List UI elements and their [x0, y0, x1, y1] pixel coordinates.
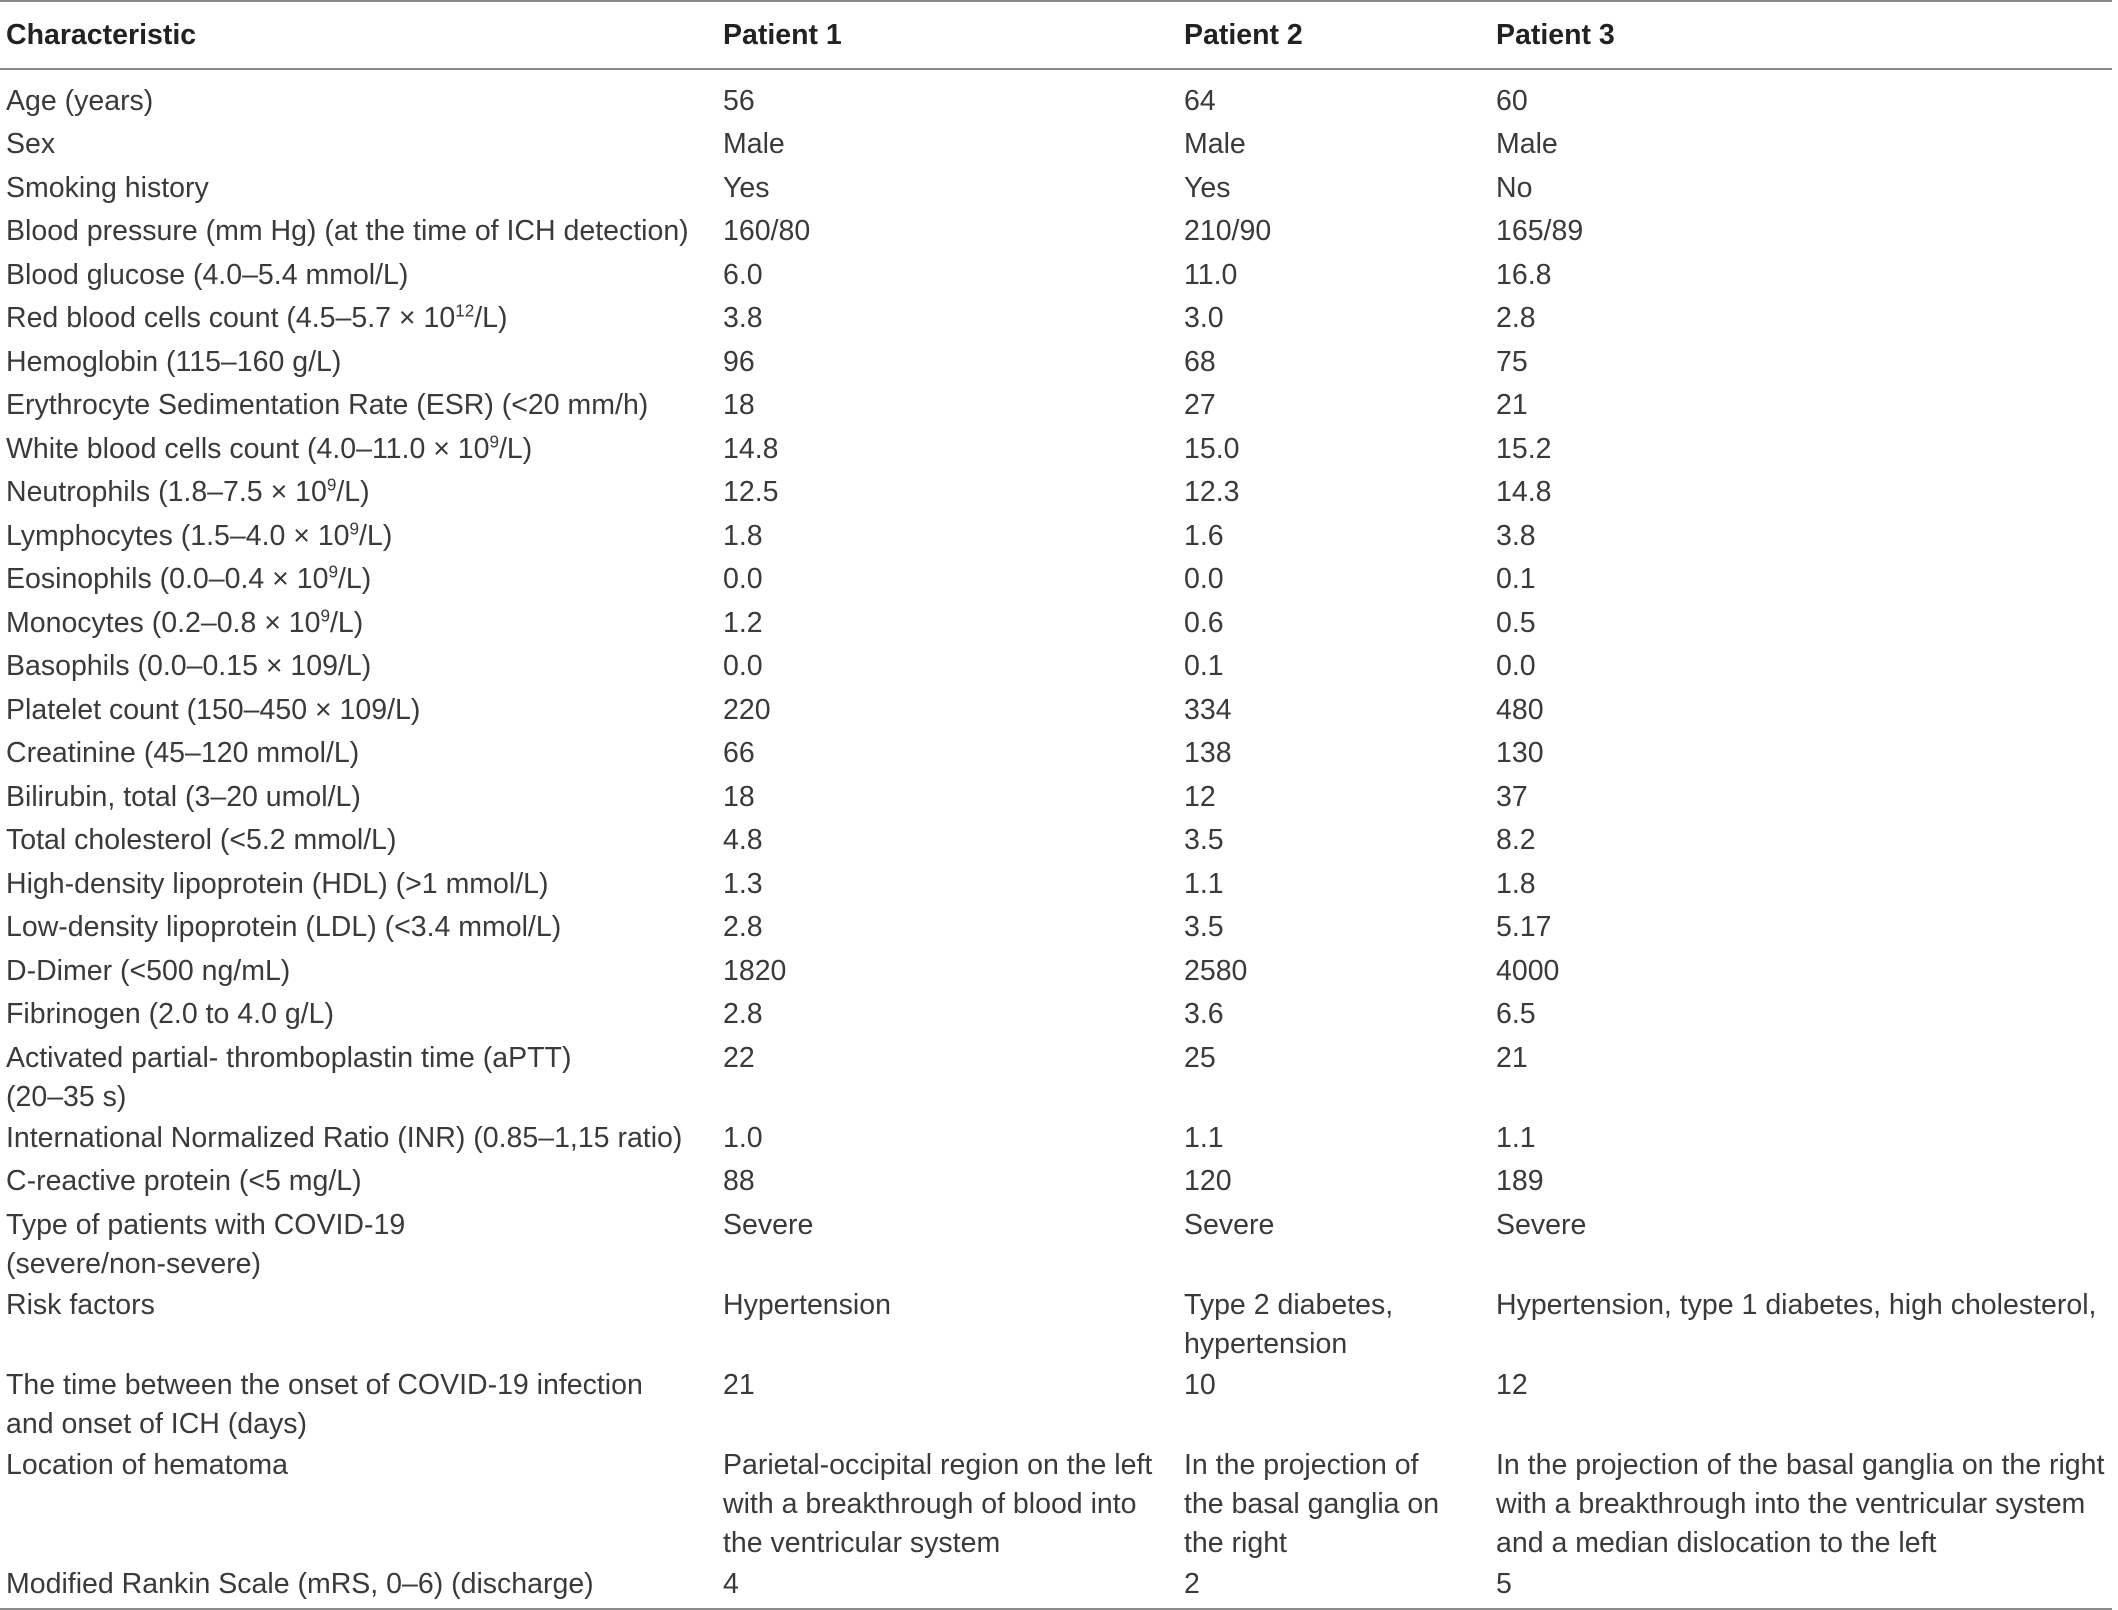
- patient-1-value: 160/80: [723, 215, 811, 247]
- value-line: Type 2 diabetes,: [1184, 1288, 1394, 1321]
- characteristic-cell: Risk factors: [6, 1288, 155, 1321]
- characteristic-text: Neutrophils (1.8–7.5 × 10: [6, 476, 327, 508]
- patient-3-value: 60: [1496, 85, 1528, 117]
- table-row: [0, 167, 2112, 211]
- patient-1-value: 88: [723, 1165, 755, 1197]
- table-body: [0, 69, 2112, 1609]
- table-row: [0, 1284, 2112, 1364]
- patient-1-value: 18: [723, 389, 755, 421]
- patient-2-value: 1.1: [1184, 1121, 1224, 1154]
- patient-2-value: 2580: [1184, 954, 1248, 987]
- patient-1-value: 4: [717, 1563, 1178, 1609]
- characteristic-cell: [0, 515, 717, 559]
- patient-3-value: 130: [1496, 737, 1544, 769]
- characteristic-cell: D-Dimer (<500 ng/mL): [6, 954, 291, 987]
- patient-1-value: 1.0: [723, 1121, 763, 1154]
- value-line: the ventricular system: [723, 1526, 1001, 1559]
- patient-1-value: 2.8: [723, 998, 763, 1030]
- patient-3-value: Severe: [1496, 1208, 1587, 1241]
- header-row: [0, 1, 2112, 69]
- patient-1-value: 6.0: [723, 258, 763, 291]
- patient-3-value: 75: [1496, 345, 1528, 378]
- table-row: [0, 384, 2112, 428]
- patient-2-value: Male: [1184, 128, 1246, 160]
- characteristic-cell: Location of hematoma: [6, 1448, 289, 1481]
- characteristic-cell: [0, 428, 717, 472]
- patient-1-value: 1820: [723, 954, 787, 987]
- characteristic-cell: Platelet count (150–450 × 109/L): [6, 693, 421, 726]
- patient-2-value: 1.6: [1184, 519, 1224, 552]
- patient-2-value: 64: [1184, 85, 1216, 117]
- table-row: [0, 210, 2112, 254]
- characteristic-cell: C-reactive protein (<5 mg/L): [6, 1165, 362, 1197]
- patient-3-value: 0.1: [1496, 563, 1536, 595]
- patient-1-value: 56: [723, 85, 755, 117]
- characteristic-cell: Total cholesterol (<5.2 mmol/L): [6, 824, 397, 856]
- patient-2-value: 0.0: [1184, 563, 1224, 595]
- characteristic-cell: [0, 297, 717, 341]
- characteristic-line: Activated partial- thromboplastin time (aPTT): [6, 1041, 572, 1074]
- patient-2-value: Severe: [1184, 1208, 1275, 1241]
- patient-3-value: [1490, 1444, 2112, 1563]
- patient-1-value: 4.8: [723, 824, 763, 856]
- value-line: the basal ganglia on: [1184, 1487, 1440, 1520]
- patient-3-value: 15.2: [1496, 432, 1552, 465]
- characteristic-cell: Modified Rankin Scale (mRS, 0–6) (discharge): [0, 1563, 717, 1609]
- value-line: the right: [1184, 1526, 1287, 1559]
- table-row: [0, 1037, 2112, 1117]
- patient-3-value: No: [1496, 171, 1533, 204]
- patient-3-value: Hypertension, type 1 diabetes, high cholesterol,: [1496, 1288, 2097, 1321]
- table-row: [0, 950, 2112, 994]
- table-row: [0, 428, 2112, 472]
- patient-2-value: 3.5: [1184, 911, 1224, 943]
- characteristic-unit: /L): [336, 476, 370, 508]
- patient-2-value: 12: [1184, 780, 1216, 813]
- table-row: [0, 1204, 2112, 1284]
- table-row: [0, 602, 2112, 646]
- characteristic-text: Red blood cells count (4.5–5.7 × 10: [6, 302, 456, 334]
- table-row: [0, 689, 2112, 733]
- patient-1-value: 22: [723, 1041, 755, 1074]
- characteristic-cell: Low-density lipoprotein (LDL) (<3.4 mmol/L): [6, 911, 562, 943]
- table-row: [0, 558, 2112, 602]
- value-line: and a median dislocation to the left: [1496, 1526, 1937, 1559]
- characteristic-cell: Basophils (0.0–0.15 × 109/L): [6, 650, 372, 682]
- patient-2-value: 2: [1178, 1563, 1490, 1609]
- value-line: with a breakthrough of blood into: [723, 1487, 1137, 1520]
- patient-3-value: 4000: [1496, 954, 1560, 987]
- patient-2-value: [1178, 1284, 1490, 1364]
- patient-2-value: 11.0: [1184, 258, 1238, 291]
- patient-1-value: 14.8: [723, 432, 779, 465]
- patient-1-value: Severe: [723, 1208, 814, 1241]
- characteristic-text: White blood cells count (4.0–11.0 × 10: [6, 432, 490, 465]
- patient-1-value: Yes: [723, 171, 770, 204]
- patient-3-value: 6.5: [1496, 998, 1536, 1030]
- patient-2-value: Yes: [1184, 171, 1231, 204]
- patient-1-value: 1.8: [723, 519, 763, 552]
- patient-3-value: 14.8: [1496, 476, 1552, 508]
- patient-3-value: 0.0: [1496, 650, 1536, 682]
- patient-3-value: 37: [1496, 780, 1528, 813]
- table-row: [0, 1563, 2112, 1609]
- value-line: hypertension: [1184, 1327, 1348, 1360]
- value-line: with a breakthrough into the ventricular system: [1496, 1487, 2086, 1520]
- characteristic-unit: /L): [359, 519, 393, 552]
- patient-1-value: Hypertension: [723, 1288, 891, 1321]
- exponent: 12: [455, 301, 475, 321]
- patient-2-value: 12.3: [1184, 476, 1240, 508]
- patient-1-value: 96: [723, 345, 755, 378]
- table-row: [0, 69, 2112, 123]
- patient-3-value: Male: [1496, 128, 1558, 160]
- patient-1-value: 1.3: [723, 867, 763, 900]
- patient-1-value: 0.0: [723, 650, 763, 682]
- patient-1-value: 220: [723, 693, 771, 726]
- table-row: [0, 341, 2112, 385]
- patient-3-value: 5: [1490, 1563, 2112, 1609]
- patient-3-value: 5.17: [1496, 911, 1552, 943]
- header-characteristic: Characteristic: [0, 1, 717, 69]
- value-line: In the projection of the basal ganglia on the right: [1496, 1448, 2105, 1481]
- characteristic-cell: High-density lipoprotein (HDL) (>1 mmol/L): [6, 867, 549, 900]
- characteristic-text: Lymphocytes (1.5–4.0 × 10: [6, 519, 350, 552]
- characteristic-cell: Creatinine (45–120 mmol/L): [6, 737, 360, 769]
- patient-2-value: 334: [1184, 693, 1232, 726]
- table-row: [0, 1117, 2112, 1161]
- exponent: 9: [349, 519, 360, 538]
- characteristic-cell: Hemoglobin (115–160 g/L): [6, 345, 342, 378]
- header-patient-2: Patient 2: [1178, 1, 1490, 69]
- characteristic-unit: /L): [474, 302, 508, 334]
- patient-2-value: 3.5: [1184, 824, 1224, 856]
- patient-1-value: Male: [723, 128, 785, 160]
- patient-1-value: 66: [723, 737, 755, 769]
- patient-3-value: 21: [1496, 1041, 1528, 1074]
- patient-3-value: 189: [1496, 1165, 1544, 1197]
- characteristic-cell: [0, 471, 717, 515]
- characteristic-cell: Erythrocyte Sedimentation Rate (ESR) (<20 mm/h): [6, 389, 649, 421]
- patient-3-value: 3.8: [1496, 519, 1536, 552]
- table-row: [0, 1160, 2112, 1204]
- patient-1-value: 18: [723, 780, 755, 813]
- patient-3-value: 21: [1496, 389, 1528, 421]
- characteristic-cell: [0, 1204, 717, 1284]
- table-row: [0, 515, 2112, 559]
- patient-3-value: 1.1: [1496, 1121, 1536, 1154]
- table-row: [0, 123, 2112, 167]
- characteristic-line: The time between the onset of COVID-19 infection: [6, 1368, 643, 1401]
- patient-1-value: 12.5: [723, 476, 779, 508]
- patient-2-value: 15.0: [1184, 432, 1240, 465]
- table-row: [0, 297, 2112, 341]
- exponent: 9: [320, 606, 331, 625]
- patient-1-value: [717, 1444, 1178, 1563]
- characteristic-line: Type of patients with COVID-19: [6, 1208, 406, 1241]
- table-row: [0, 254, 2112, 298]
- characteristic-cell: Blood pressure (mm Hg) (at the time of ICH detection): [6, 215, 689, 247]
- patient-3-value: 165/89: [1496, 215, 1584, 247]
- characteristic-cell: [0, 1364, 717, 1444]
- characteristic-cell: Sex: [6, 128, 56, 160]
- characteristic-cell: [0, 558, 717, 602]
- patient-1-value: 3.8: [723, 302, 763, 334]
- patient-2-value: 3.0: [1184, 302, 1224, 334]
- characteristic-line: (severe/non-severe): [6, 1247, 262, 1280]
- characteristic-unit: /L): [499, 432, 533, 465]
- table-row: [0, 1444, 2112, 1563]
- patient-1-value: 1.2: [723, 606, 763, 639]
- table-row: [0, 993, 2112, 1037]
- exponent: 9: [326, 475, 337, 495]
- table-row: [0, 471, 2112, 515]
- patient-2-value: [1178, 1444, 1490, 1563]
- table-row: [0, 776, 2112, 820]
- table-row: [0, 645, 2112, 689]
- exponent: 9: [328, 562, 338, 582]
- patient-2-value: 3.6: [1184, 998, 1224, 1030]
- patient-2-value: 138: [1184, 737, 1232, 769]
- patient-2-value: 0.6: [1184, 606, 1224, 639]
- patient-1-value: 2.8: [723, 911, 763, 943]
- patient-1-value: 21: [723, 1368, 755, 1401]
- header-patient-1: Patient 1: [717, 1, 1178, 69]
- header-patient-3: Patient 3: [1490, 1, 2112, 69]
- characteristic-cell: [0, 1037, 717, 1117]
- table-header: [0, 1, 2112, 69]
- characteristic-line: and onset of ICH (days): [6, 1407, 307, 1440]
- table-row: [0, 1364, 2112, 1444]
- patient-2-value: 10: [1184, 1368, 1216, 1401]
- patient-3-value: 8.2: [1496, 824, 1536, 856]
- patient-2-value: 210/90: [1184, 215, 1272, 247]
- patient-2-value: 0.1: [1184, 650, 1224, 682]
- patient-2-value: 1.1: [1184, 867, 1224, 900]
- patient-3-value: 0.5: [1496, 606, 1536, 639]
- characteristic-cell: Age (years): [6, 85, 154, 117]
- value-line: Parietal-occipital region on the left: [723, 1448, 1153, 1481]
- patient-2-value: 27: [1184, 389, 1216, 421]
- patient-2-value: 68: [1184, 345, 1216, 378]
- characteristic-cell: Blood glucose (4.0–5.4 mmol/L): [6, 258, 409, 291]
- characteristic-cell: Smoking history: [6, 171, 209, 204]
- patient-2-value: 120: [1184, 1165, 1232, 1197]
- characteristic-text: Monocytes (0.2–0.8 × 10: [6, 606, 321, 639]
- patient-3-value: 2.8: [1496, 302, 1536, 334]
- characteristic-unit: /L): [330, 606, 364, 639]
- exponent: 9: [489, 432, 499, 451]
- table-row: [0, 819, 2112, 863]
- characteristic-line: (20–35 s): [6, 1080, 127, 1113]
- characteristic-cell: [0, 602, 717, 646]
- value-line: In the projection of: [1184, 1448, 1419, 1481]
- patient-3-value: 16.8: [1496, 258, 1552, 291]
- patient-3-value: 1.8: [1496, 867, 1536, 900]
- patient-3-value: 12: [1496, 1368, 1528, 1401]
- characteristic-text: Eosinophils (0.0–0.4 × 10: [6, 563, 329, 595]
- patient-2-value: 25: [1184, 1041, 1216, 1074]
- characteristic-cell: Fibrinogen (2.0 to 4.0 g/L): [6, 998, 334, 1030]
- characteristic-cell: International Normalized Ratio (INR) (0.85–1,15 ratio): [6, 1121, 683, 1154]
- patient-3-value: 480: [1496, 693, 1544, 726]
- table-row: [0, 732, 2112, 776]
- table-row: [0, 906, 2112, 950]
- characteristic-unit: /L): [337, 563, 372, 595]
- characteristic-cell: Bilirubin, total (3–20 umol/L): [6, 780, 361, 813]
- table-row: [0, 863, 2112, 907]
- patient-1-value: 0.0: [723, 563, 763, 595]
